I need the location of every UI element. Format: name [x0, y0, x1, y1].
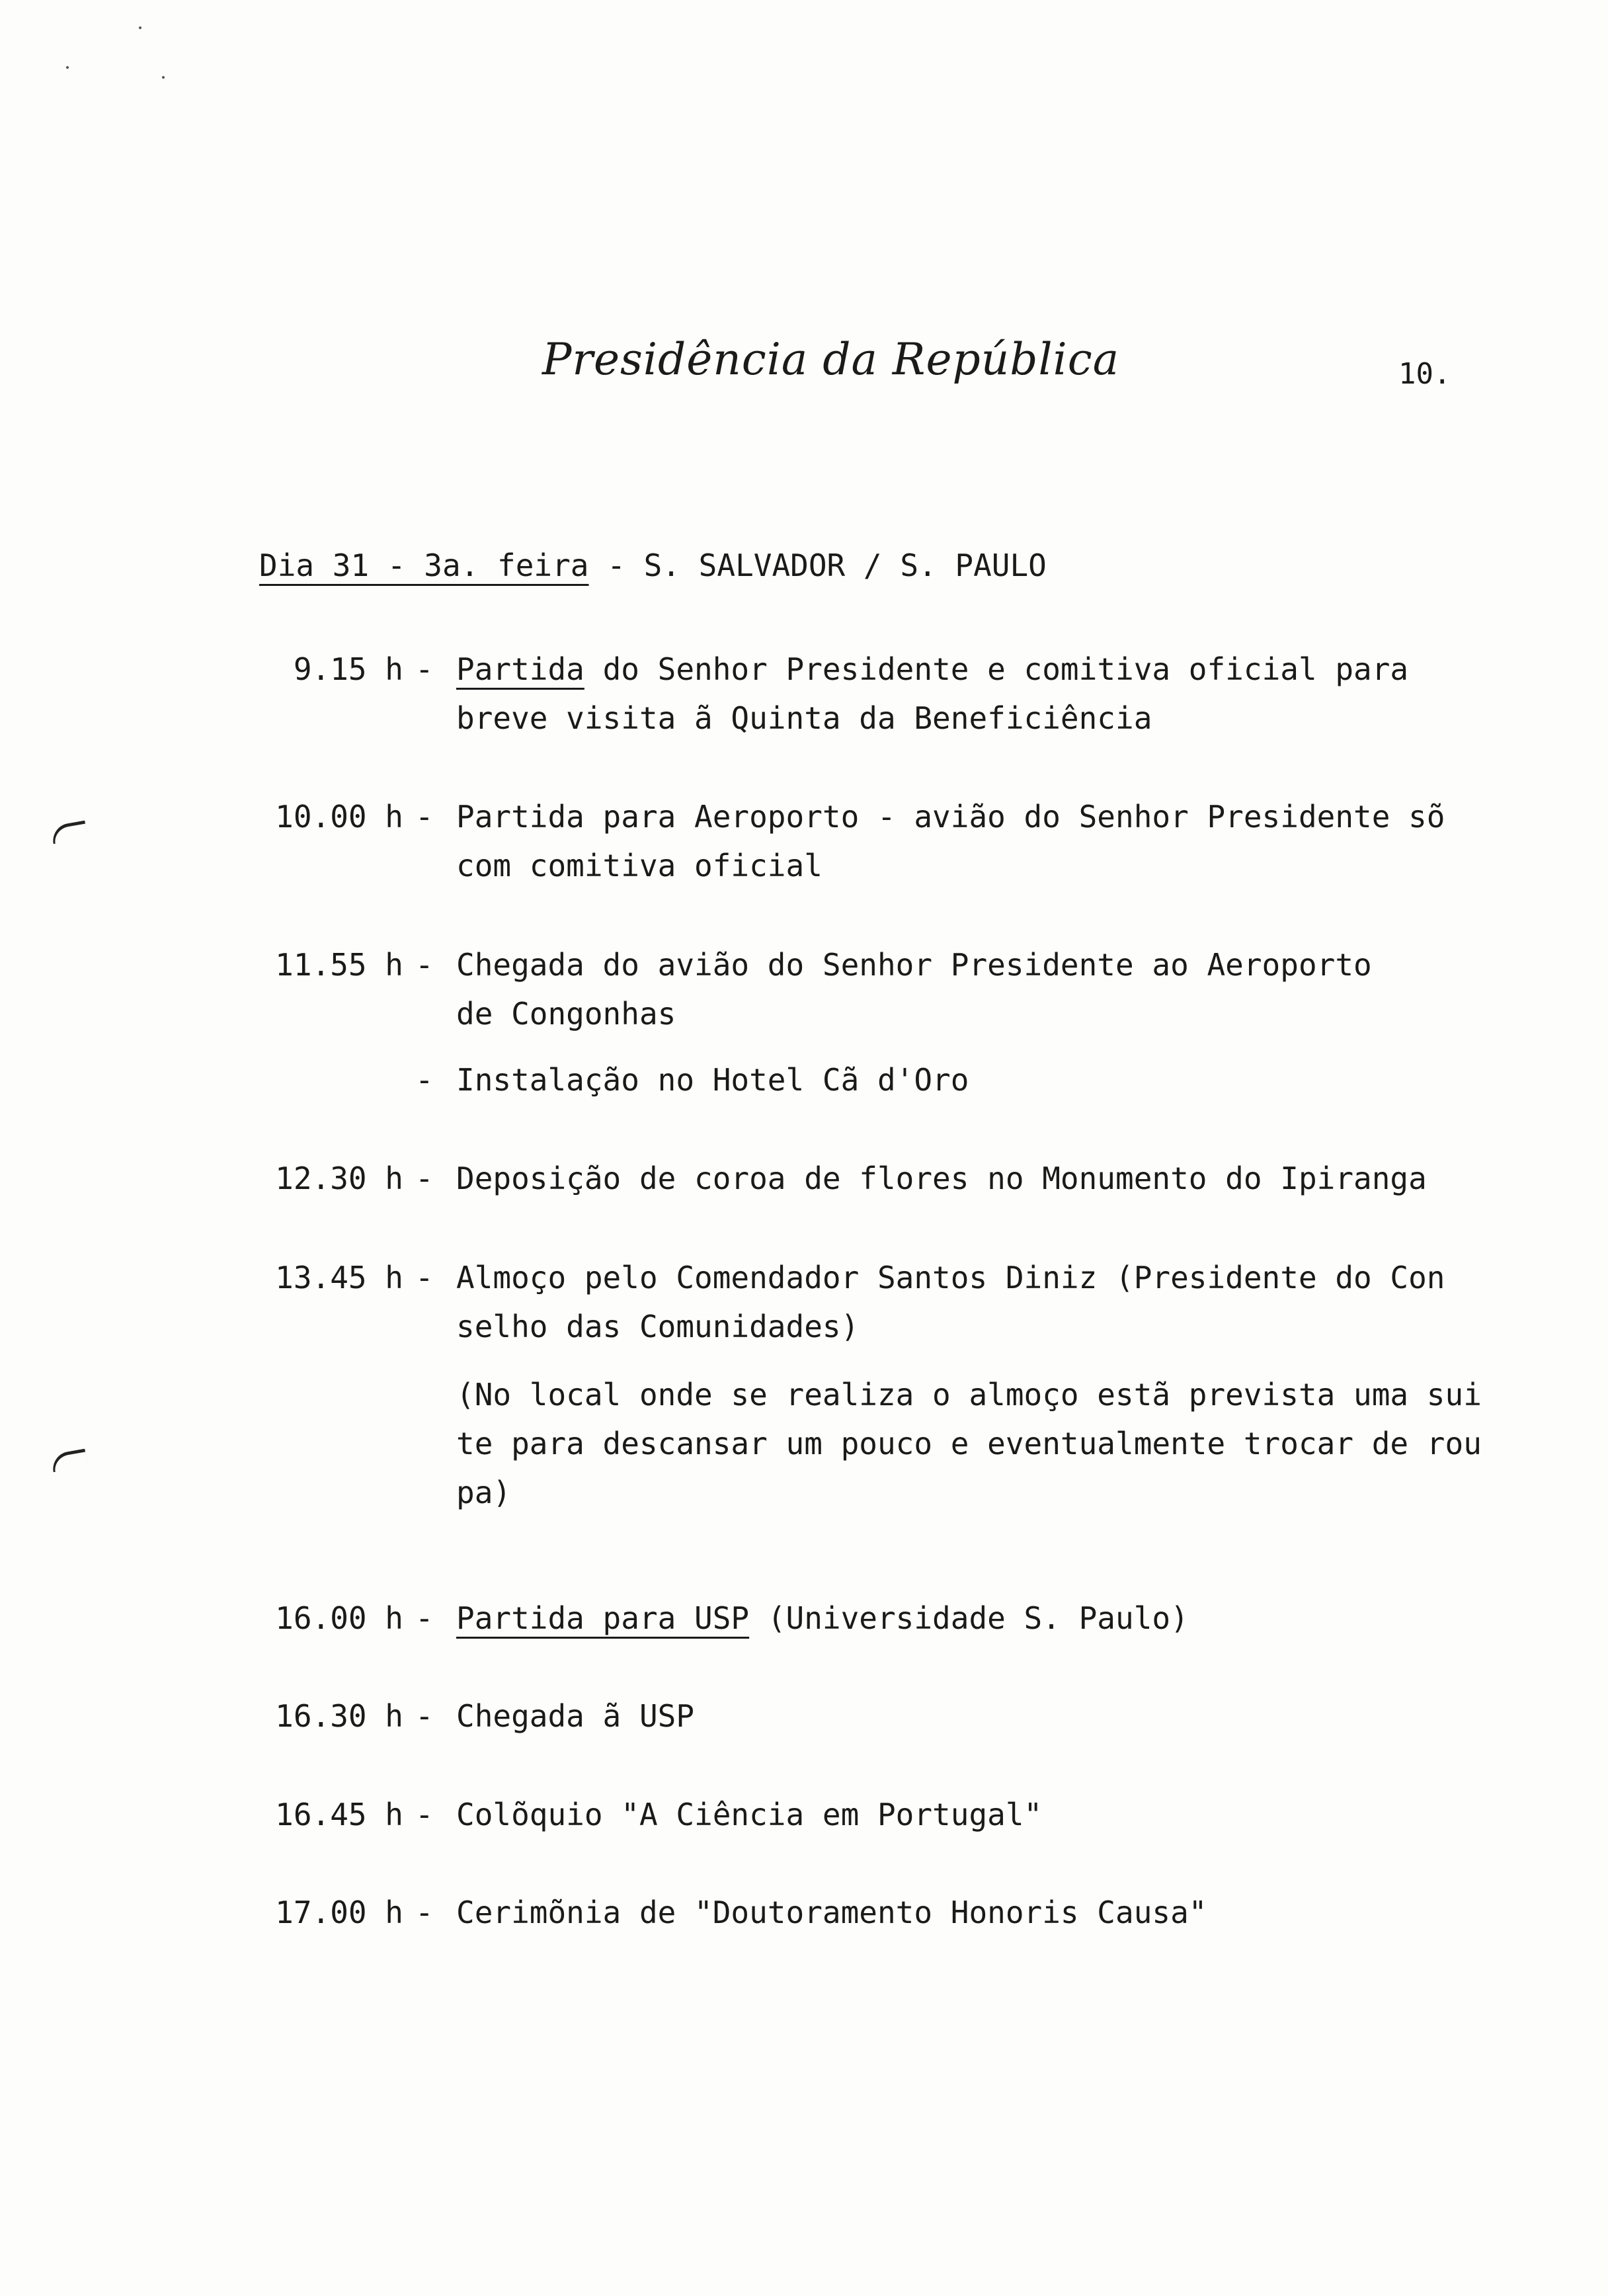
- entry-dash: -: [415, 1260, 434, 1295]
- entry-line2: breve visita ã Quinta da Beneficiência: [456, 700, 1152, 736]
- entry-time: 13.45 h: [275, 1260, 403, 1295]
- margin-punch-mark: [50, 821, 88, 844]
- entry-line1: Almoço pelo Comendador Santos Diniz (Presidente do Con: [456, 1260, 1445, 1295]
- entry-time: 12.30 h: [275, 1161, 403, 1196]
- entry-text: [456, 1253, 1567, 1351]
- entry-dash: -: [415, 1797, 434, 1832]
- entry-time: 16.00 h: [275, 1600, 403, 1636]
- entry-dash: -: [415, 1062, 434, 1098]
- entry-time: 17.00 h: [275, 1895, 403, 1930]
- entry-text: [456, 940, 1567, 1038]
- scan-speck: [66, 66, 69, 69]
- margin-punch-mark: [50, 1449, 88, 1473]
- scan-speck: [162, 76, 165, 79]
- entry-line1: Chegada do avião do Senhor Presidente ao Aeroporto: [456, 947, 1372, 983]
- page-number: 10.: [1398, 357, 1451, 391]
- entry-dash: -: [415, 1895, 434, 1930]
- note-line1: (No local onde se realiza o almoço estã prevista uma sui: [456, 1377, 1482, 1413]
- day-route: - S. SALVADOR / S. PAULO: [607, 548, 1047, 583]
- entry-line1: Colõquio "A Ciência em Portugal": [456, 1797, 1043, 1832]
- note-line2: te para descansar um pouco e eventualmente trocar de rou: [456, 1426, 1482, 1461]
- entry-underlined: Partida: [456, 651, 584, 687]
- letterhead: Presidência da República: [542, 334, 1120, 385]
- scan-speck: [139, 26, 141, 29]
- entry-text: [456, 792, 1567, 890]
- entry-line2: com comitiva oficial: [456, 848, 823, 883]
- entry-note: [456, 1370, 1567, 1517]
- entry-underlined: Partida para USP: [456, 1600, 750, 1636]
- entry-line1: Partida para Aeroporto - avião do Senhor Presidente sõ: [456, 799, 1445, 835]
- entry-dash: -: [415, 947, 434, 983]
- entry-line1: Cerimõnia de "Doutoramento Honoris Causa": [456, 1895, 1207, 1930]
- day-heading: [259, 548, 1047, 583]
- entry-line1-rest: do Senhor Presidente e comitiva oficial para: [584, 651, 1409, 687]
- entry-time: 16.30 h: [275, 1698, 403, 1734]
- entry-text: [456, 645, 1567, 743]
- entry-time: 10.00 h: [275, 799, 403, 835]
- entry-line1-rest: (Universidade S. Paulo): [749, 1600, 1189, 1636]
- entry-dash: -: [415, 799, 434, 835]
- entry-time: 11.55 h: [275, 947, 403, 983]
- entry-dash: -: [415, 1600, 434, 1636]
- entry-sub-line: Instalação no Hotel Cã d'Oro: [456, 1062, 969, 1098]
- entry-text: [456, 1594, 1567, 1643]
- entry-line2: de Congonhas: [456, 996, 676, 1032]
- entry-line1: Chegada ã USP: [456, 1698, 695, 1734]
- day-label: Dia 31 - 3a. feira: [259, 548, 589, 583]
- entry-time: 9.15 h: [293, 651, 403, 687]
- entry-line2: selho das Comunidades): [456, 1309, 860, 1344]
- note-line3: pa): [456, 1475, 512, 1510]
- entry-time: 16.45 h: [275, 1797, 403, 1832]
- entry-dash: -: [415, 1698, 434, 1734]
- entry-dash: -: [415, 1161, 434, 1196]
- entry-line1: Deposição de coroa de flores no Monumento do Ipiranga: [456, 1161, 1427, 1196]
- entry-dash: -: [415, 651, 434, 687]
